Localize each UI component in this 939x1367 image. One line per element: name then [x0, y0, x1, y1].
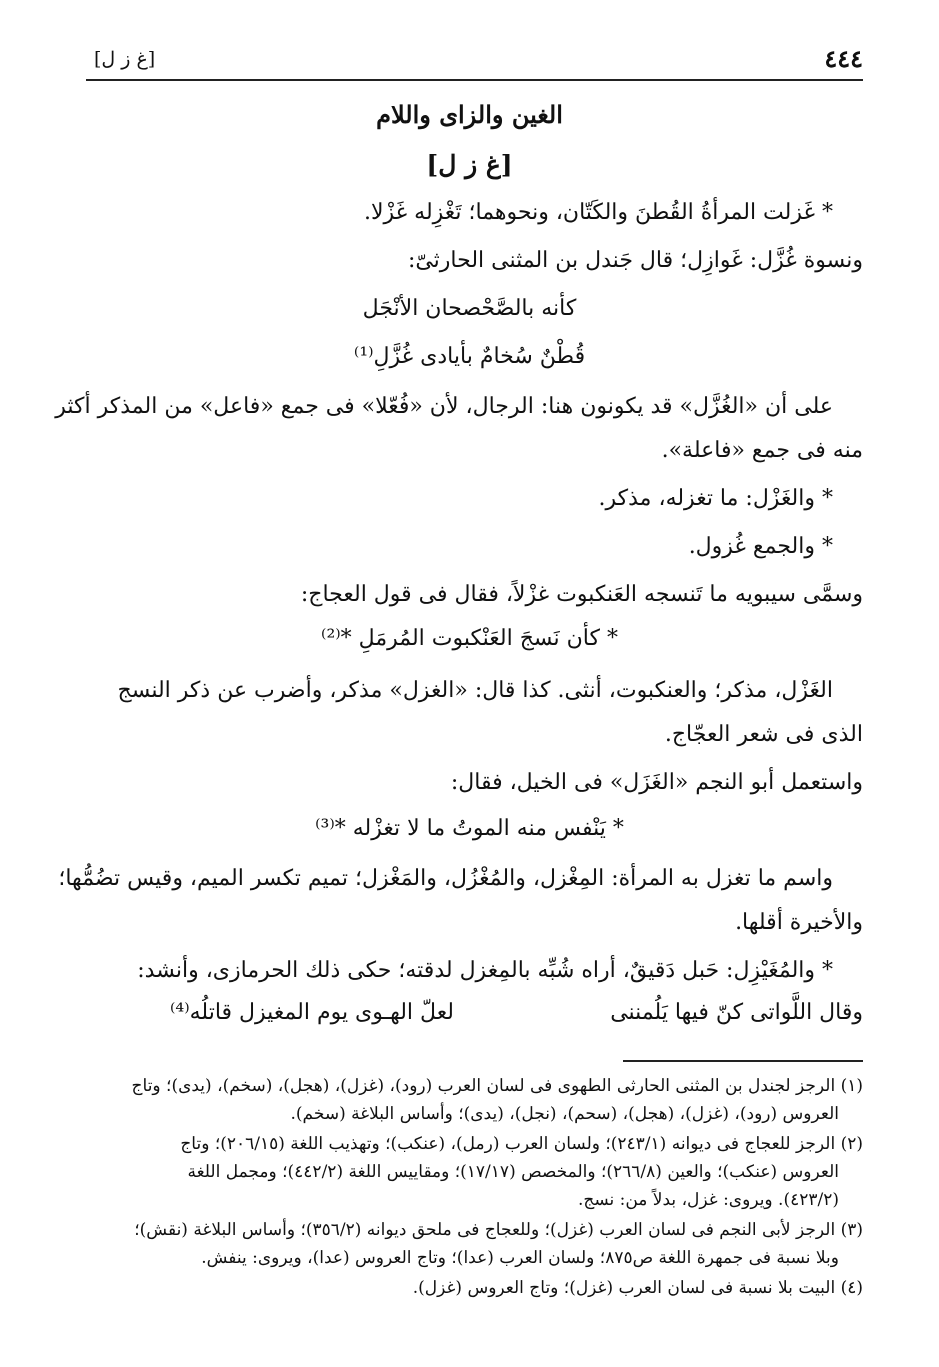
footnote-line: (١) الرجز لجندل بن المثنى الحارثى الطهوى فى لسان العرب (رود)، (غزل)، (هجل)، (سخم)، (يدى)؛ وتاج	[131, 1076, 863, 1096]
body-line: * غَزلت المرأةُ القُطنَ والكَتّان، ونحوهما؛ تَغْزِله غَزْلا.	[363, 200, 833, 225]
body-line: واستعمل أبو النجم «الغَزَل» فى الخيل، فقال:	[450, 770, 863, 795]
verse-hemistich-second: لعلّ الهـوى يوم المغيزل قاتلُه⁽⁴⁾	[170, 1000, 455, 1025]
verse-line: * كأن نَسجَ العَنْكبوت المُرمَلِ *⁽²⁾	[321, 626, 618, 651]
body-line: وسمَّى سيبويه ما تَنسجه العَنكبوت غزْلاً، فقال فى قول العجاج:	[300, 582, 863, 607]
body-line: * والغَزْل: ما تغزله، مذكر.	[598, 486, 833, 511]
footnote-line: (٤٢٣/٢). ويروى: غزل، بدلاً من: نسج.	[577, 1190, 839, 1210]
verse-line: كأنه بالصَّحْصحان الأنْجَل	[362, 296, 577, 321]
verse-line: * يَنْفس منه الموتُ ما لا تغزْله *⁽³⁾	[315, 816, 624, 841]
entry-title: [غ ز ل]	[426, 150, 513, 179]
verse-hemistich-first: وقال اللَّواتى كنّ فيها يَلُمننى	[610, 1000, 863, 1025]
footnote-line: وبلا نسبة فى جمهرة اللغة ص٨٧٥؛ ولسان العرب (عدا)؛ وتاج العروس (عدا)، ويروى: ينفش.	[201, 1248, 839, 1268]
body-line: الغَزْل، مذكر؛ والعنكبوت، أنثى. كذا قال: «الغزل» مذكر، وأضرب عن ذكر النسج	[117, 678, 833, 703]
body-line: والأخيرة أقلها.	[735, 910, 863, 935]
body-line: * والجمع غُزول.	[688, 534, 833, 559]
header-rule	[86, 79, 863, 81]
section-title: الغين والزاى واللام	[376, 100, 563, 129]
body-line: على أن «الغُزَّل» قد يكونون هنا: الرجال، لأن «فُعّلا» فى جمع «فاعل» من المذكر أكثر	[55, 394, 833, 419]
verse-line: قُطْنٌ سُخامٌ بأيادى غُزَّلِ⁽¹⁾	[353, 344, 586, 369]
footnote-line: (٤) البيت بلا نسبة فى لسان العرب (غزل)؛ وتاج العروس (غزل).	[412, 1278, 863, 1298]
header-root: [غ ز ل]	[94, 48, 156, 70]
footnote-line: العروس (رود)، (غزل)، (هجل)، (سحم)، (نجل)، (يدى)؛ وأساس البلاغة (سخم).	[290, 1104, 839, 1124]
body-line: الذى فى شعر العجّاج.	[664, 722, 863, 747]
page-number: ٤٤٤	[824, 44, 863, 73]
body-line: منه فى جمع «فاعلة».	[661, 438, 863, 463]
body-line: * والمُغَيْزِل: حَبل دَقيقٌ، أراه شُبِّه بالمِغزل لدقته؛ حكى ذلك الحرمازى، وأنشد:	[137, 958, 833, 983]
footnote-rule	[623, 1060, 863, 1062]
footnote-line: (٢) الرجز للعجاج فى ديوانه (٢٤٣/١)؛ ولسان العرب (رمل)، (عنكب)؛ وتهذيب اللغة (٢٠٦/١٥)؛ وتاج	[180, 1134, 863, 1154]
body-line: واسم ما تغزل به المرأة: المِغْزل، والمُغْزُل، والمَغْزل؛ تميم تكسر الميم، وقيس تضُمُّها؛	[58, 866, 833, 891]
body-line: ونسوة غُزَّل: غَوازِل؛ قال جَندل بن المثنى الحارثىّ:	[407, 248, 863, 273]
footnote-line: العروس (عنكب)؛ والعين (٢٦٦/٨)؛ والمخصص (١٧/١٧)؛ ومقاييس اللغة (٤٤٢/٢)؛ ومجمل اللغة	[187, 1162, 839, 1182]
footnote-line: (٣) الرجز لأبى النجم فى لسان العرب (غزل)؛ وللعجاج فى ملحق ديوانه (٣٥٦/٢)؛ وأساس البلاغة (نقش)؛	[134, 1220, 863, 1240]
